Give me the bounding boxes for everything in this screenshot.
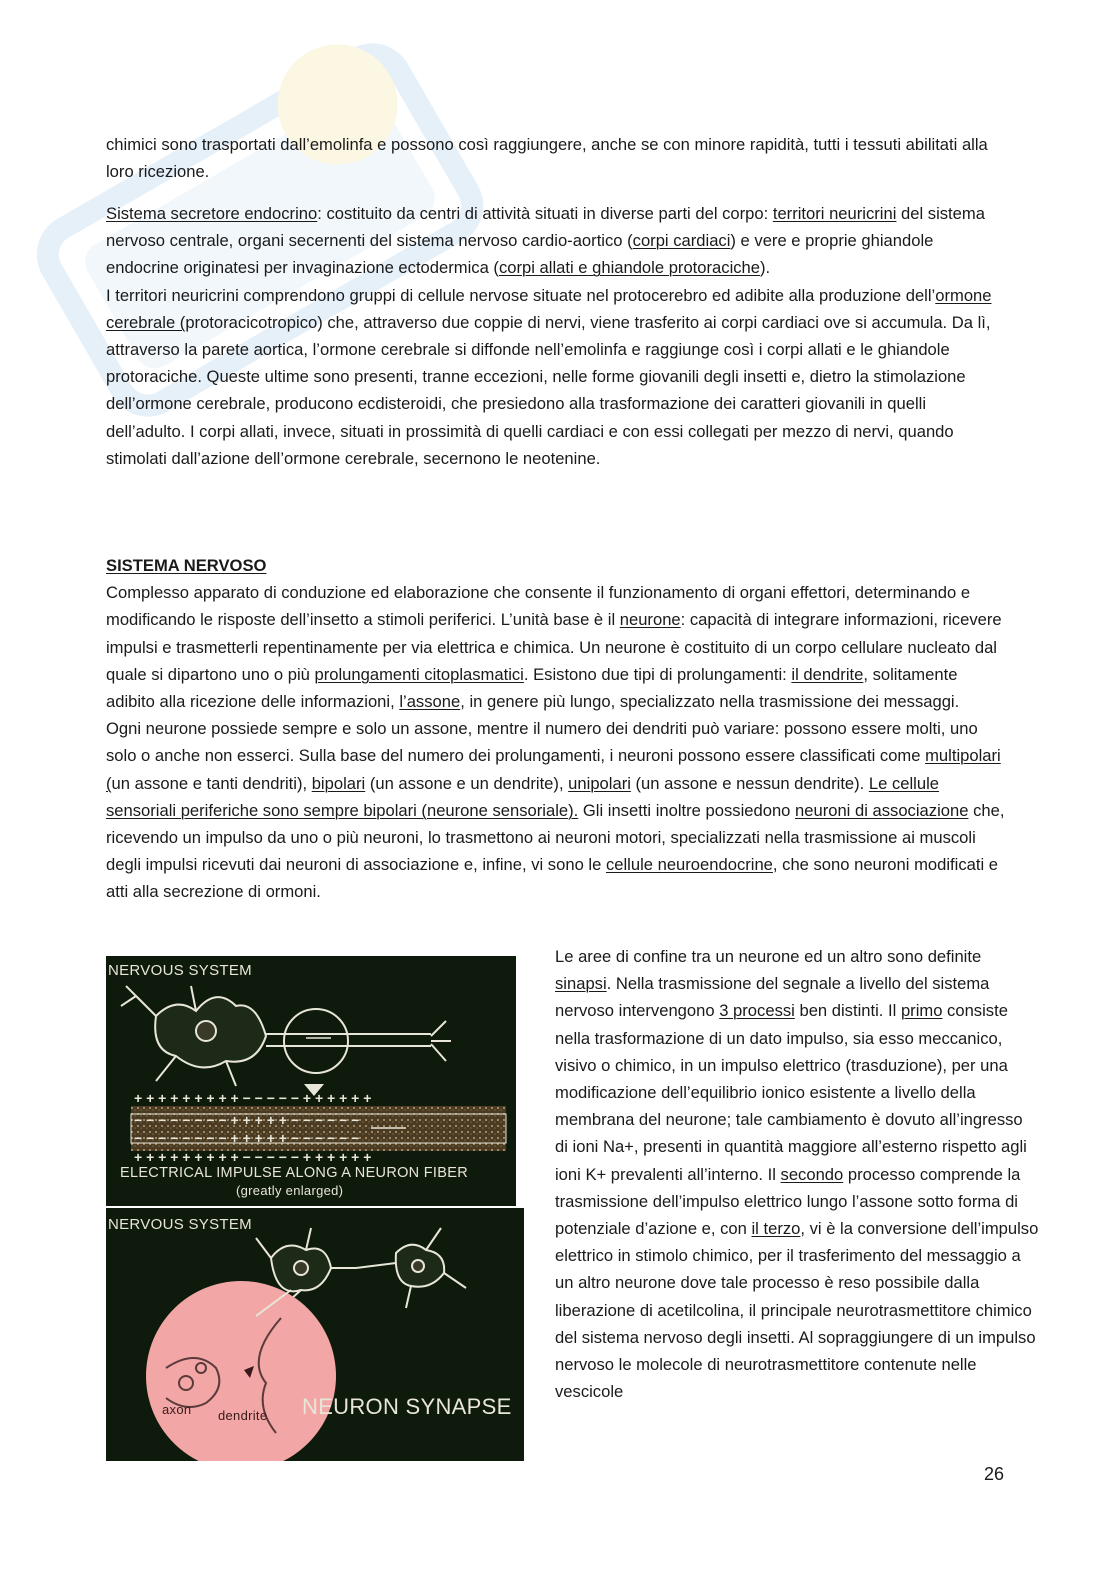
underlined-term: primo <box>900 1001 943 1021</box>
figure-subcaption: (greatly enlarged) <box>236 1183 344 1198</box>
figure-electrical-impulse <box>106 956 516 1206</box>
text-run: ). <box>760 258 771 278</box>
section-heading: SISTEMA NERVOSO <box>106 556 267 575</box>
text-run: processo comprende la trasmissione dell’impulso elettrico lungo l’assone sotto forma di potenziale d’azione e, con <box>555 1164 1021 1239</box>
underlined-term: unipolari <box>568 773 631 793</box>
paragraph-synapse <box>555 943 1040 1405</box>
underlined-term: corpi allati e ghiandole protoraciche <box>498 258 761 278</box>
underlined-term: multipolari ( <box>106 746 1001 793</box>
text-run: . Esistono due tipi di prolungamenti: <box>523 664 792 684</box>
text-run: , vi è la conversione dell’impulso elettrico in stimolo chimico, per il trasferimento del messaggio a un altro neurone dove tale processo è reso possibile dalla liberazione di acetilcolina, il principale neurotrasmettitore chimico del sistema nervoso degli insetti. Al sopraggiungere di un impulso nervoso le molecole di neurotrasmettitore contenute nelle vescicole <box>555 1219 1039 1402</box>
underlined-term: bipolari <box>311 773 366 793</box>
text-run: Ogni neurone possiede sempre e solo un assone, mentre il numero dei dendriti può variare: possono essere molti, uno solo o anche non esserci. Sulla base del numero dei prolungamenti, i neuroni possono essere classificati come <box>106 719 978 766</box>
underlined-term: Sistema secretore endocrino <box>106 204 318 223</box>
paragraph-text <box>106 579 1006 905</box>
text-run: (un assone e nessun dendrite). <box>630 773 869 793</box>
text-run: : capacità di integrare informazioni, ricevere impulsi e trasmetterli repentinamente per via elettrica e chimica. Un neurone è costituito di un corpo cellulare nucleato dal quale si dipartono uno o più <box>106 610 1002 684</box>
text-run: : costituito da centri di attività situati in diverse parti del corpo: <box>317 204 773 223</box>
paragraph-text <box>555 943 1040 1405</box>
svg-text:− − − − − − − − + + + + + − −: − − − − − − − − + + + + + − − − − − − <box>134 1130 360 1146</box>
paragraph-text <box>106 200 1006 472</box>
paragraph-hormone-transport <box>106 131 1006 185</box>
page-number: 26 <box>983 1464 1004 1484</box>
underlined-term: ormone cerebrale ( <box>106 285 992 332</box>
text-run: chimici sono trasportati dall’emolinfa e possono così raggiungere, anche se con minore rapidità, tutti i tessuti abilitati alla loro ricezione. <box>106 135 988 182</box>
svg-text:+ + + + + + + + + − − − − − +: + + + + + + + + + − − − − − + + + + + + <box>134 1149 372 1165</box>
text-run: , in genere più lungo, specializzato nella trasmissione dei messaggi. <box>460 692 960 712</box>
text-run: , solitamente adibito alla ricezione delle informazioni, <box>106 664 958 712</box>
text-run: un assone e tanti dendriti), <box>111 773 312 793</box>
underlined-term: neurone <box>619 610 681 630</box>
section-nervous-system <box>106 552 1006 906</box>
paragraph-text <box>106 131 1006 185</box>
text-run: che, ricevendo un impulso da uno o più neuroni, lo trasmettono ai neuroni motori, specializzati nella trasmissione ai muscoli degli impulsi ricevuti dai neuroni di associazione e, infine, vi sono le <box>106 800 1005 875</box>
figure-label-axon: axon <box>162 1402 192 1417</box>
figure-neuron-synapse <box>106 1208 524 1461</box>
text-run: (un assone e un dendrite), <box>365 773 569 793</box>
text-run: I territori neuricrini comprendono gruppi di cellule nervose situate nel protocerebro ed adibite alla produzione dell’ <box>106 285 936 305</box>
text-run: consiste nella trasformazione di un dato impulso, sia esso meccanico, visivo o chimico, in un impulso elettrico (trasduzione), per una modificazione dell’equilibrio ionico esistente a livello della membrana del neurone; tale cambiamento è dovuto all’ingresso di ioni Na+, presenti in quantità maggiore all’esterno rispetto agli ioni K+ prevalenti all’interno. Il <box>555 1001 1027 1184</box>
underlined-term: prolungamenti citoplasmatici <box>314 664 524 684</box>
svg-text:+ + + + + + + + + − − − − − +: + + + + + + + + + − − − − − + + + + + + <box>134 1090 372 1106</box>
text-run: Le aree di confine tra un neurone ed un altro sono definite <box>555 947 982 966</box>
synapse-magnified-circle <box>146 1281 336 1461</box>
underlined-term: sinapsi <box>555 974 607 994</box>
underlined-term: cellule neuroendocrine <box>605 855 773 875</box>
figure-title: NERVOUS SYSTEM <box>108 1216 252 1233</box>
text-run: ) e vere e proprie ghiandole endocrine originatesi per invaginazione ectodermica ( <box>106 231 934 278</box>
figure-title: NERVOUS SYSTEM <box>108 962 252 979</box>
underlined-term: l’assone <box>399 692 461 712</box>
svg-text:− − − − − − − − + + + + + − −: − − − − − − − − + + + + + − − − − − − <box>134 1112 360 1128</box>
text-run: . Nella trasmissione del segnale a livello del sistema nervoso intervengono <box>555 974 990 1021</box>
underlined-term: il dendrite <box>791 664 864 684</box>
underlined-term: corpi cardiaci <box>632 231 731 251</box>
underlined-term: neuroni di associazione <box>795 800 969 820</box>
underlined-term: territori neuricrini <box>772 204 897 223</box>
paragraph-endocrine-system <box>106 200 1006 472</box>
text-run: , che sono neuroni modificati e atti alla secrezione di ormoni. <box>106 855 998 902</box>
figure-caption: ELECTRICAL IMPULSE ALONG A NEURON FIBER <box>120 1165 468 1181</box>
underlined-term: Le cellule sensoriali periferiche sono sempre bipolari (neurone sensoriale). <box>106 773 940 820</box>
synapse-illustration <box>106 1208 524 1461</box>
underlined-term: il terzo <box>751 1219 801 1239</box>
text-run: Gli insetti inoltre possiedono <box>578 800 796 820</box>
text-run: Complesso apparato di conduzione ed elaborazione che consente il funzionamento di organi effettori, determinando e modificando le risposte dell’insetto a stimoli periferici. L’unità base è il <box>106 583 971 630</box>
text-run: del sistema nervoso centrale, organi secernenti del sistema nervoso cardio-aortico ( <box>106 204 985 251</box>
figure-label-dendrite: dendrite <box>218 1408 268 1423</box>
underlined-term: secondo <box>780 1164 844 1184</box>
text-run: ben distinti. Il <box>794 1001 901 1021</box>
text-run: protoracicotropico) che, attraverso due coppie di nervi, viene trasferito ai corpi cardiaci ove si accumula. Da lì, attraverso la parete aortica, l’ormone cerebrale si diffonde nell’emolinfa e raggiunge così i corpi allati e le ghiandole protoraciche. Queste ultime sono presenti, tranne eccezioni, nelle forme giovanili degli insetti e, dietro la stimolazione dell’ormone cerebrale, producono ecdisteroidi, che presiedono alla trasformazione dei caratteri giovanili in quelli dell’adulto. I corpi allati, invece, situati in prossimità di quelli cardiaci e con essi collegati per mezzo di nervi, quando stimolati dall’azione dell’ormone cerebrale, secernono le neotenine. <box>106 312 991 468</box>
underlined-term: 3 processi <box>719 1001 795 1021</box>
figure-caption: NEURON SYNAPSE <box>302 1394 512 1419</box>
